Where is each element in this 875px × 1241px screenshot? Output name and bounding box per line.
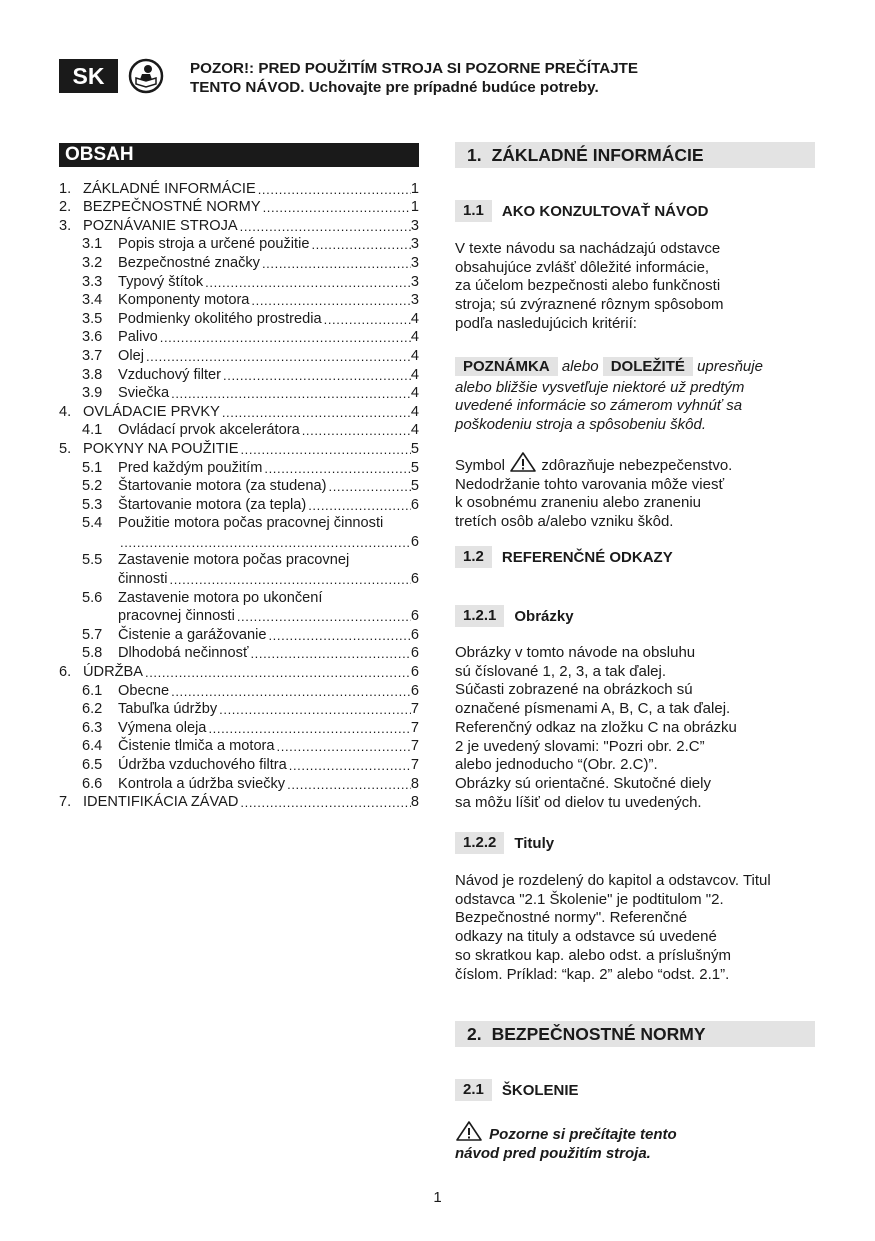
text-line: stroja; sú zvýraznené rôznym spôsobom [455,296,724,314]
subsection-heading-2-1 [455,1079,579,1101]
toc-item-title-cont: pracovnej činnosti [118,608,235,625]
paragraph-symbol [455,451,815,532]
subsection-heading-1-1 [455,200,709,222]
toc-leader-dots [238,218,411,235]
toc-item-page: 6 [410,533,419,550]
toc-leader-dots [220,404,411,421]
section-heading-2 [455,1021,815,1047]
toc-item[interactable] [59,253,419,272]
toc-item-page: 4 [410,366,419,383]
toc-item[interactable] [59,718,419,737]
toc-item-title: Popis stroja a určené použitie [118,236,310,253]
toc-item-page: 6 [410,608,419,625]
toc-item-page: 4 [410,403,419,420]
text-line: Návod je rozdelený do kapitol a odstavcov. Titul [455,872,771,889]
text-line: 2 je uvedený slovami: "Pozri obr. 2.C” [455,737,705,755]
text-line: obsahujúce zvlášť dôležité informácie, [455,258,710,276]
toc-item-number: 3.3 [82,273,103,290]
toc-item-page: 4 [410,422,419,439]
toc-leader-dots [260,255,411,272]
toc-item[interactable] [59,495,419,514]
toc-item-title: Zastavenie motora počas pracovnej [118,552,350,569]
toc-item-page: 1 [410,180,419,197]
toc-leader-dots [169,683,411,700]
toc-item-continuation[interactable] [59,607,419,626]
text-line: číslom. Príklad: “kap. 2” alebo “odst. 2.1”. [455,965,730,983]
toc-leader-dots [306,497,411,514]
toc-item-page: 8 [410,775,419,792]
page-number: 1 [433,1189,442,1206]
toc-item-page: 7 [410,701,419,718]
subsection-number: 1.1 [455,200,492,222]
toc-item-number: 5.3 [82,496,103,513]
toc-item-page: 3 [410,217,419,234]
toc-item[interactable] [59,625,419,644]
toc-item-title: Štartovanie motora (za studena) [118,478,327,495]
important-tag: DOLEŽITÉ [603,357,693,376]
toc-item[interactable] [59,421,419,440]
toc-item-title: Čistenie a garážovanie [118,626,267,643]
toc-item-page: 6 [410,571,419,588]
toc-item-page: 8 [410,794,419,811]
paragraph-note [455,358,815,435]
subsection-number: 1.2 [455,546,492,568]
toc-leader-dots [167,571,410,588]
toc-item-title: Sviečka [118,385,170,402]
paragraph-training-warning [455,1120,815,1163]
toc-item-title: Palivo [118,329,158,346]
toc-item[interactable] [59,737,419,756]
toc-item[interactable] [59,402,419,421]
toc-item-number: 3.8 [82,366,103,383]
header-warning-line1: POZOR!: PRED POUŽITÍM STROJA SI POZORNE PREČÍTAJTE [190,60,639,77]
toc-item-number: 5.7 [82,626,103,643]
toc-leader-dots [217,701,411,718]
paragraph-figures [455,644,815,812]
toc-item-page: 6 [410,645,419,662]
note-rest: upresňuje [697,358,763,375]
text-line: so skratkou kap. alebo odst. a príslušným [455,946,731,964]
toc-item-number: 3.6 [82,329,103,346]
section-title: BEZPEČNOSTNÉ NORMY [491,1024,706,1044]
text-line: Nedodržanie tohto varovania môže viesť [455,475,725,493]
toc-item-page: 3 [410,236,419,253]
toc-leader-dots [158,329,411,346]
toc-item-title: ÚDRŽBA [83,664,143,681]
toc-item-page: 5 [410,478,419,495]
toc-item-title: Podmienky okolitého prostredia [118,310,322,327]
header-warning [190,59,638,97]
subsection-heading-1-2-2 [455,832,554,854]
text-line: k osobnému zraneniu alebo zraneniu [455,494,701,512]
symbol-pre: Symbol [455,457,506,474]
paragraph-titles [455,872,815,984]
toc-item-number: 5.1 [82,459,103,476]
toc-item-number: 5.4 [82,515,103,532]
subsection-number: 2.1 [455,1079,492,1101]
toc-leader-dots [144,348,411,365]
text-line: alebo bližšie vysvetľuje niektoré už predtým [455,378,745,396]
toc-item-number: 6.1 [82,682,103,699]
toc-item[interactable] [59,700,419,719]
toc-item-number: 6.5 [82,757,103,773]
toc-leader-dots [326,478,410,495]
toc-leader-dots [248,645,410,662]
toc-item-title: ZÁKLADNÉ INFORMÁCIE [83,180,256,197]
toc-item-title: Kontrola a údržba sviečky [118,775,286,792]
text-line: sa môžu líšiť od dielov tu uvedených. [455,793,702,811]
toc-item-title-cont: činnosti [118,571,168,588]
toc-item-number: 4.1 [82,422,103,439]
toc-item[interactable] [59,477,419,496]
toc-leader-dots [238,441,410,458]
section-number: 1. [467,145,482,165]
toc-item-number: 3.5 [82,310,103,327]
toc-item-number: 4. [59,403,72,420]
toc-item-number: 3.1 [82,236,103,253]
toc-item-page: 7 [410,738,419,755]
section-number: 2. [467,1024,482,1044]
toc-item-title: Tabuľka údržby [118,701,218,718]
toc-item[interactable] [59,235,419,254]
text-line: Obrázky v tomto návode na obsluhu [455,644,696,661]
subsection-title: REFERENČNÉ ODKAZY [501,548,673,566]
toc-item-number: 2. [59,199,72,216]
toc-leader-dots [262,460,411,477]
toc-item[interactable] [59,328,419,347]
text-line: Referenčný odkaz na zložku C na obrázku [455,718,737,736]
toc-leader-dots [322,311,411,328]
text-line: za účelom bezpečnosti alebo funkčnosti [455,277,721,295]
text-line: Obrázky sú orientačné. Skutočné diely [455,774,711,792]
toc-leader-dots [285,776,411,793]
toc-leader-dots [266,627,410,644]
text-line: označené písmenami A, B, C, a tak ďalej. [455,700,731,718]
toc-item-number: 6. [59,664,72,681]
toc-leader-dots [249,292,410,309]
toc-item[interactable] [59,681,419,700]
toc-item[interactable] [59,755,419,774]
toc-item-page: 5 [410,440,419,457]
toc-item-title: Čistenie tlmiča a motora [118,738,275,755]
toc-item-title: Štartovanie motora (za tepla) [118,496,307,513]
toc-item-number: 6.6 [82,775,103,792]
toc-item-page: 7 [410,719,419,736]
toc-item-continuation[interactable] [59,532,419,551]
text-line: odkazy na tituly a odstavce sú uvedené [455,928,717,946]
toc-item[interactable] [59,365,419,384]
toc-item-title: Komponenty motora [118,292,250,309]
toc-item-number: 3.7 [82,347,103,364]
toc-leader-dots [203,274,411,291]
toc-item-number: 5.8 [82,645,103,662]
toc-item[interactable] [59,514,419,533]
text-line: podľa nasledujúcich kritérií: [455,314,637,332]
text-line: tretích osôb a/alebo vzniku škôd. [455,513,674,531]
toc-item-page: 3 [410,292,419,309]
toc-leader-dots [238,794,410,811]
toc-leader-dots [235,608,411,625]
text-line: poškodeniu stroja a spôsobeniu škôd. [455,416,707,434]
subsection-heading-1-2 [455,546,673,568]
header-warning-line2: TENTO NÁVOD. Uchovajte pre prípadné budúce potreby. [190,79,599,96]
toc-leader-dots [287,757,411,774]
toc-item-page: 4 [410,310,419,327]
subsection-number: 1.2.2 [455,832,504,854]
toc-item-number: 5.6 [82,589,103,606]
toc-item[interactable] [59,346,419,365]
subsection-heading-1-2-1 [455,605,574,627]
toc-leader-dots [118,534,411,551]
text-line: sú číslované 1, 2, 3, a tak ďalej. [455,662,667,680]
paragraph-intro [455,240,815,334]
section-heading-1 [455,142,815,168]
toc-item-title: Vzduchový filter [118,366,222,383]
toc-leader-dots [309,236,410,253]
text-line: uvedené informácie so zámerom vyhnúť sa [455,397,743,415]
toc-item-page: 3 [410,254,419,271]
warning-text-line1: Pozorne si prečítajte tento [489,1126,677,1143]
toc-item-page: 6 [410,682,419,699]
toc-item[interactable] [59,774,419,793]
text-line: odstavca "2.1 Školenie" je podtitulom "2. [455,890,724,908]
toc-item[interactable] [59,291,419,310]
toc-item-number: 3.2 [82,254,103,271]
toc-item-title: Obecne [118,682,170,699]
toc-item-title: Údržba vzduchového filtra [118,757,287,773]
toc-item-number: 6.4 [82,738,103,755]
toc-item[interactable] [59,198,419,217]
toc-item[interactable] [59,439,419,458]
toc-item-title: Výmena oleja [118,719,207,736]
toc-item-continuation[interactable] [59,569,419,588]
subsection-title: Tituly [514,834,555,852]
text-line: V texte návodu sa nachádzajú odstavce [455,240,721,257]
text-line: Súčasti zobrazené na obrázkoch sú [455,681,693,699]
toc-item-number: 5.2 [82,478,103,495]
toc-item[interactable] [59,272,419,291]
toc-leader-dots [261,199,411,216]
toc-item-number: 7. [59,794,72,811]
warning-triangle-icon [509,451,537,473]
toc-item-number: 3.9 [82,385,103,402]
toc-item-page: 6 [410,664,419,681]
toc-leader-dots [143,664,411,681]
toc-item-title: IDENTIFIKÁCIA ZÁVAD [83,794,239,811]
text-line: Bezpečnostné normy". Referenčné [455,909,688,927]
toc-leader-dots [300,422,411,439]
toc-leader-dots [169,385,411,402]
toc-item[interactable] [59,644,419,663]
toc-item-page: 6 [410,496,419,513]
toc-item-page: 5 [410,459,419,476]
toc-item-number: 6.3 [82,719,103,736]
toc-item-title: POZNÁVANIE STROJA [83,217,238,234]
toc-item-title: Bezpečnostné značky [118,254,260,271]
toc-item-page: 3 [410,273,419,290]
toc-item-title: Dlhodobá nečinnosť [118,645,249,662]
toc-item-page: 4 [410,347,419,364]
toc-item[interactable] [59,384,419,403]
toc-item[interactable] [59,793,419,812]
toc-leader-dots [221,367,411,384]
toc-item-number: 5. [59,440,72,457]
toc-item-page: 1 [410,199,419,216]
section-title: ZÁKLADNÉ INFORMÁCIE [491,145,704,165]
toc-item[interactable] [59,588,419,607]
read-manual-icon [128,58,164,94]
toc-item-title: OVLÁDACIE PRVKY [83,403,220,420]
toc-item-number: 6.2 [82,701,103,718]
subsection-title: AKO KONZULTOVAŤ NÁVOD [501,202,709,220]
toc-item-title: Ovládací prvok akcelerátora [118,422,300,439]
toc-item[interactable] [59,216,419,235]
toc-item[interactable] [59,662,419,681]
toc-item-page: 4 [410,329,419,346]
warning-triangle-icon [455,1120,485,1142]
toc-item-title: BEZPEČNOSTNÉ NORMY [83,199,261,216]
note-tag: POZNÁMKA [455,357,558,376]
note-or: alebo [561,358,599,375]
toc-leader-dots [275,738,411,755]
toc-item-title: Pred každým použitím [118,459,263,476]
subsection-title: ŠKOLENIE [501,1081,579,1099]
toc-item-page: 6 [410,626,419,643]
toc-leader-dots [256,181,411,198]
toc-item-number: 3. [59,217,72,234]
toc-item-title: Zastavenie motora po ukončení [118,589,323,606]
symbol-post: zdôrazňuje nebezpečenstvo. [541,457,733,474]
toc-item-title: Typový štítok [118,273,204,290]
toc-item-number: 3.4 [82,292,103,309]
toc-item-number: 5.5 [82,552,103,569]
toc-item-page: 4 [410,385,419,402]
toc-item-number: 1. [59,180,72,197]
toc-title: OBSAH [59,143,419,167]
toc-item-title: Olej [118,347,144,364]
toc-item[interactable] [59,179,419,198]
toc-item[interactable] [59,458,419,477]
subsection-title: Obrázky [514,607,574,625]
toc-item[interactable] [59,551,419,570]
subsection-number: 1.2.1 [455,605,504,627]
language-badge: SK [59,59,118,93]
warning-text-line2: návod pred použitím stroja. [455,1144,651,1162]
text-line: alebo jednoducho “(Obr. 2.C)”. [455,756,658,774]
toc-item[interactable] [59,309,419,328]
toc-leader-dots [206,720,410,737]
table-of-contents [59,179,419,811]
toc-item-page: 7 [410,757,419,773]
toc-item-title: POKYNY NA POUŽITIE [83,440,239,457]
toc-item-title: Použitie motora počas pracovnej činnosti [118,515,384,532]
